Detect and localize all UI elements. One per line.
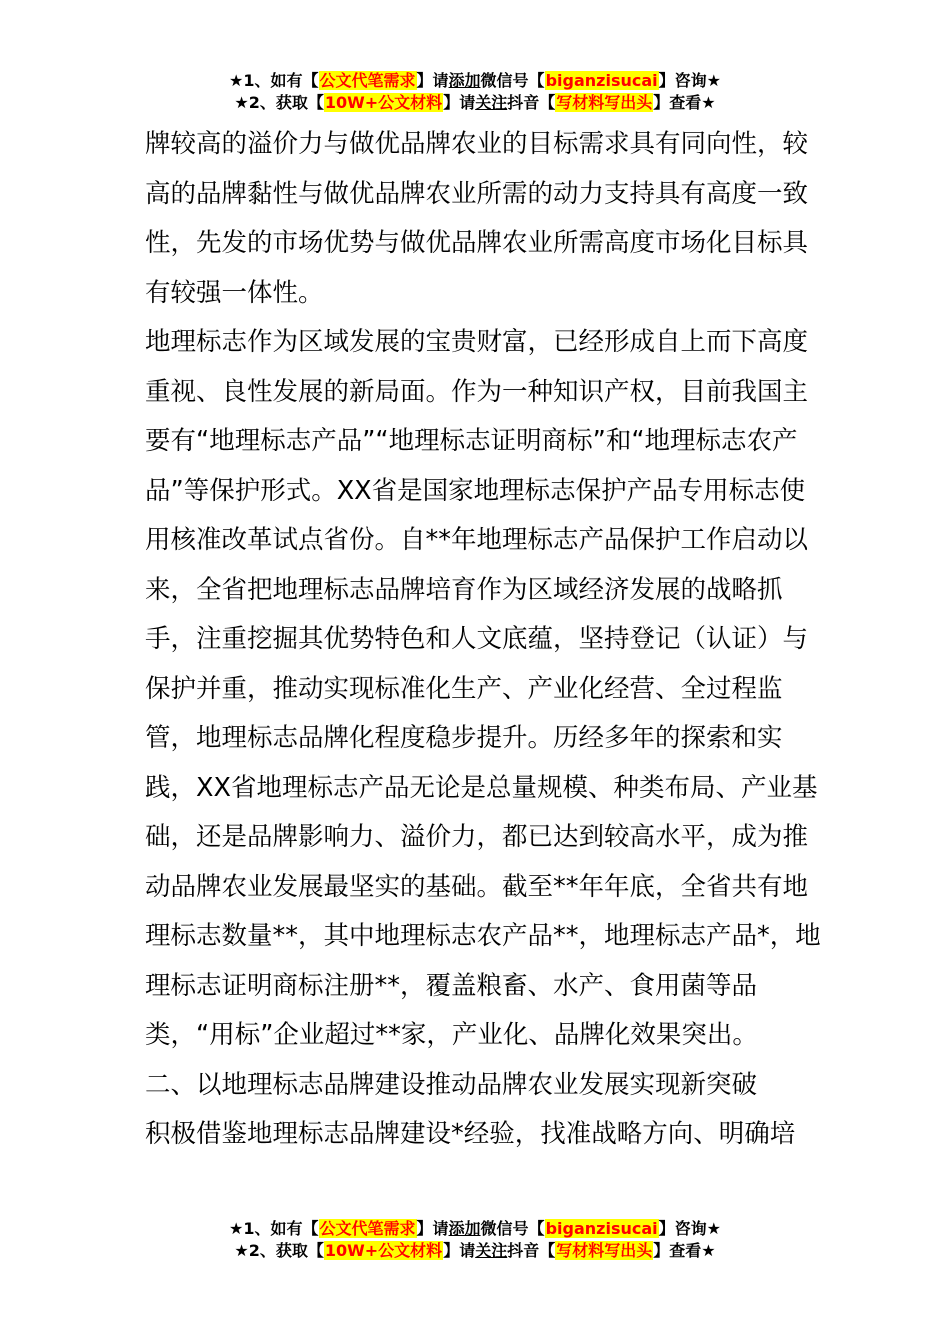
- paragraph-section-2-intro: 积极借鉴地理标志品牌建设*经验，找准战略方向、明确培: [145, 1119, 796, 1149]
- section-heading-2: 二、以地理标志品牌建设推动品牌农业发展实现新突破: [145, 1069, 758, 1100]
- promo-banner-top: [0, 70, 950, 114]
- highlight-materials: 10W+公文材料: [324, 1241, 443, 1260]
- highlight-service: 公文代笔需求: [319, 71, 416, 90]
- highlight-service: 公文代笔需求: [319, 1219, 416, 1238]
- paragraph-brand-value: 牌较高的溢价力与做优品牌农业的目标需求具有同向性，较高的品牌黏性与做优品牌农业所需的动力支持具有高度一致性，先发的市场优势与做优品牌农业所需高度市场化目标具有较强一体性。: [145, 129, 809, 308]
- document-body: [145, 120, 825, 1160]
- highlight-douyin-account: 写材料写出头: [556, 1241, 653, 1260]
- highlight-douyin-account: 写材料写出头: [556, 93, 653, 112]
- promo-line-1: ★1、如有【公文代笔需求】请添加微信号【biganzisucai】咨询★: [229, 71, 721, 90]
- promo-line-2: ★2、获取【10W+公文材料】请关注抖音【写材料写出头】查看★: [234, 93, 716, 112]
- promo-line-1: ★1、如有【公文代笔需求】请添加微信号【biganzisucai】咨询★: [229, 1219, 721, 1238]
- promo-line-2: ★2、获取【10W+公文材料】请关注抖音【写材料写出头】查看★: [234, 1241, 716, 1260]
- highlight-wechat-id: biganzisucai: [545, 1219, 658, 1238]
- promo-banner-bottom: [0, 1218, 950, 1262]
- highlight-wechat-id: biganzisucai: [545, 71, 658, 90]
- highlight-materials: 10W+公文材料: [324, 93, 443, 112]
- paragraph-geo-indication: 地理标志作为区域发展的宝贵财富，已经形成自上而下高度重视、良性发展的新局面。作为一种知识产权，目前我国主要有“地理标志产品”“地理标志证明商标”和“地理标志农产品”等保护形式。XX省是国家地理标志保护产品专用标志使用核准改革试点省份。自**年地理标志产品保护工作启动以来，全省把地理标志品牌培育作为区域经济发展的战略抓手，注重挖掘其优势特色和人文底蕴，坚持登记（认证）与保护并重，推动实现标准化生产、产业化经营、全过程监管，地理标志品牌化程度稳步提升。历经多年的探索和实践，XX省地理标志产品无论是总量规模、种类布局、产业基础，还是品牌影响力、溢价力，都已达到较高水平，成为推动品牌农业发展最坚实的基础。截至**年年底，全省共有地理标志数量**，其中地理标志农产品**，地理标志产品*，地理标志证明商标注册**，覆盖粮畜、水产、食用菌等品类，“用标”企业超过**家，产业化、品牌化效果突出。: [145, 327, 821, 1050]
